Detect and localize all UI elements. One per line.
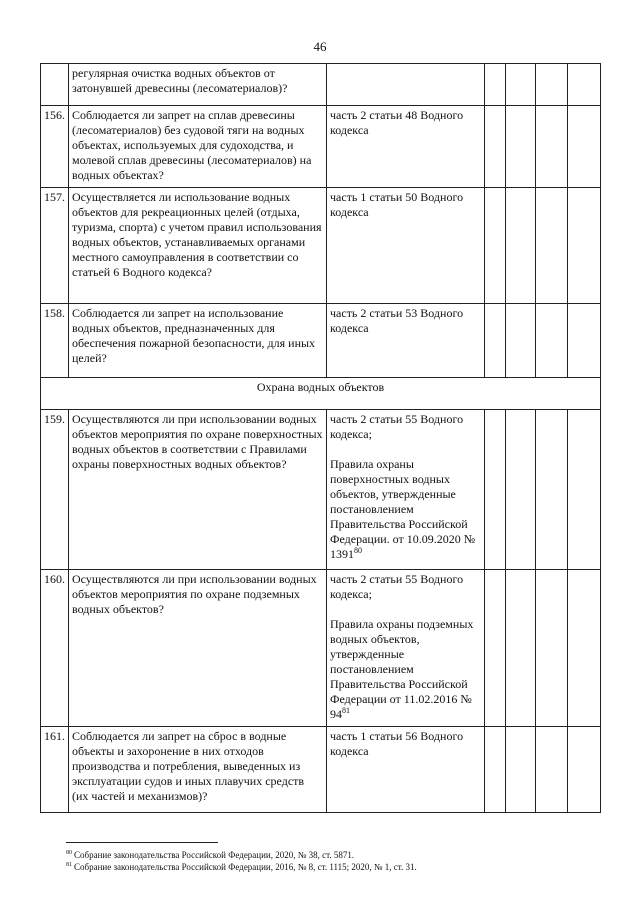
question-cell: Осуществляется ли использование водных объектов для рекреационных целей (отдыха, туризма, спорта) с учетом правил использования водных объектов, устанавливаемых органами местного самоуправления в соответствии со статьей 6 Водного кодекса? — [69, 188, 327, 304]
legal-reference: часть 2 статьи 55 Водного кодекса; — [330, 572, 464, 601]
footnote-mark: 80 — [66, 850, 72, 856]
legal-reference: часть 2 статьи 53 Водного кодекса — [330, 306, 464, 335]
row-number — [41, 64, 69, 106]
table-row — [41, 410, 601, 570]
answer-cell[interactable] — [536, 410, 568, 570]
table-row — [41, 570, 601, 727]
question-cell: Соблюдается ли запрет на сброс в водные объекты и захоронение в них отходов производства и потребления, выведенных из эксплуатации судов и иных плавучих средств (их частей и механизмов)? — [69, 727, 327, 813]
answer-cell[interactable] — [485, 410, 506, 570]
footnotes — [66, 849, 626, 873]
footnote-text: Собрание законодательства Российской Федерации, 2020, № 38, ст. 5871. — [74, 850, 355, 860]
answer-cell[interactable] — [506, 570, 536, 727]
answer-cell[interactable] — [568, 106, 601, 188]
answer-cell[interactable] — [536, 188, 568, 304]
row-number: 156. — [41, 106, 69, 188]
legal-reference-cell — [327, 188, 485, 304]
answer-cell[interactable] — [485, 304, 506, 378]
answer-cell[interactable] — [568, 727, 601, 813]
footnote — [66, 849, 626, 861]
answer-cell[interactable] — [506, 106, 536, 188]
question-cell: Осуществляются ли при использовании водных объектов мероприятия по охране подземных водных объектов? — [69, 570, 327, 727]
table-row — [41, 304, 601, 378]
question-cell: Соблюдается ли запрет на сплав древесины (лесоматериалов) без судовой тяги на водных объектах, используемых для судоходства, и молевой сплав древесины (лесоматериалов) на водных объектах? — [69, 106, 327, 188]
answer-cell[interactable] — [485, 188, 506, 304]
row-number: 160. — [41, 570, 69, 727]
answer-cell[interactable] — [506, 410, 536, 570]
table-row — [41, 188, 601, 304]
question-cell: Соблюдается ли запрет на использование водных объектов, предназначенных для обеспечения пожарной безопасности, для иных целей? — [69, 304, 327, 378]
page-number: 46 — [313, 39, 327, 54]
legal-reference-cell — [327, 64, 485, 106]
answer-cell[interactable] — [506, 304, 536, 378]
answer-cell[interactable] — [568, 570, 601, 727]
table-row — [41, 727, 601, 813]
answer-cell[interactable] — [536, 304, 568, 378]
answer-cell[interactable] — [485, 570, 506, 727]
legal-reference-rules: Правила охраны подземных водных объектов, утвержденные постановлением Правительства Российской Федерации от 11.02.2016 № 94 — [330, 617, 474, 721]
table-row — [41, 64, 601, 106]
answer-cell[interactable] — [536, 106, 568, 188]
answer-cell[interactable] — [485, 727, 506, 813]
answer-cell[interactable] — [568, 304, 601, 378]
row-number: 158. — [41, 304, 69, 378]
legal-reference-cell — [327, 727, 485, 813]
answer-cell[interactable] — [536, 64, 568, 106]
legal-reference-cell — [327, 570, 485, 727]
footnote-mark: 81 — [66, 862, 72, 868]
answer-cell[interactable] — [485, 106, 506, 188]
footnote-divider — [66, 842, 218, 843]
answer-cell[interactable] — [506, 188, 536, 304]
answer-cell[interactable] — [568, 64, 601, 106]
section-title: Охрана водных объектов — [41, 378, 601, 410]
row-number: 159. — [41, 410, 69, 570]
footnote — [66, 861, 626, 873]
legal-reference: часть 1 статьи 56 Водного кодекса — [330, 729, 464, 758]
footnote-reference: 81 — [342, 706, 350, 715]
legal-reference-cell — [327, 106, 485, 188]
row-number: 161. — [41, 727, 69, 813]
legal-reference: часть 1 статьи 50 Водного кодекса — [330, 190, 464, 219]
row-number: 157. — [41, 188, 69, 304]
legal-reference: часть 2 статьи 55 Водного кодекса; — [330, 412, 464, 441]
legal-reference-cell — [327, 410, 485, 570]
question-cell: регулярная очистка водных объектов от затонувшей древесины (лесоматериалов)? — [69, 64, 327, 106]
answer-cell[interactable] — [485, 64, 506, 106]
answer-cell[interactable] — [506, 64, 536, 106]
footnote-reference: 80 — [354, 546, 362, 555]
legal-reference-rules: Правила охраны поверхностных водных объектов, утвержденные постановлением Правительства Российской Федерации. от 10.09.2020 № 1391 — [330, 457, 476, 561]
answer-cell[interactable] — [568, 188, 601, 304]
question-cell: Осуществляются ли при использовании водных объектов мероприятия по охране поверхностных водных объектов в соответствии с Правилами охраны поверхностных водных объектов? — [69, 410, 327, 570]
answer-cell[interactable] — [506, 727, 536, 813]
checklist-table — [40, 63, 601, 813]
footnote-text: Собрание законодательства Российской Федерации, 2016, № 8, ст. 1115; 2020, № 1, ст. 31. — [74, 862, 417, 872]
answer-cell[interactable] — [536, 727, 568, 813]
answer-cell[interactable] — [536, 570, 568, 727]
legal-reference-cell — [327, 304, 485, 378]
table-row — [41, 106, 601, 188]
section-row — [41, 378, 601, 410]
legal-reference: часть 2 статьи 48 Водного кодекса — [330, 108, 464, 137]
answer-cell[interactable] — [568, 410, 601, 570]
